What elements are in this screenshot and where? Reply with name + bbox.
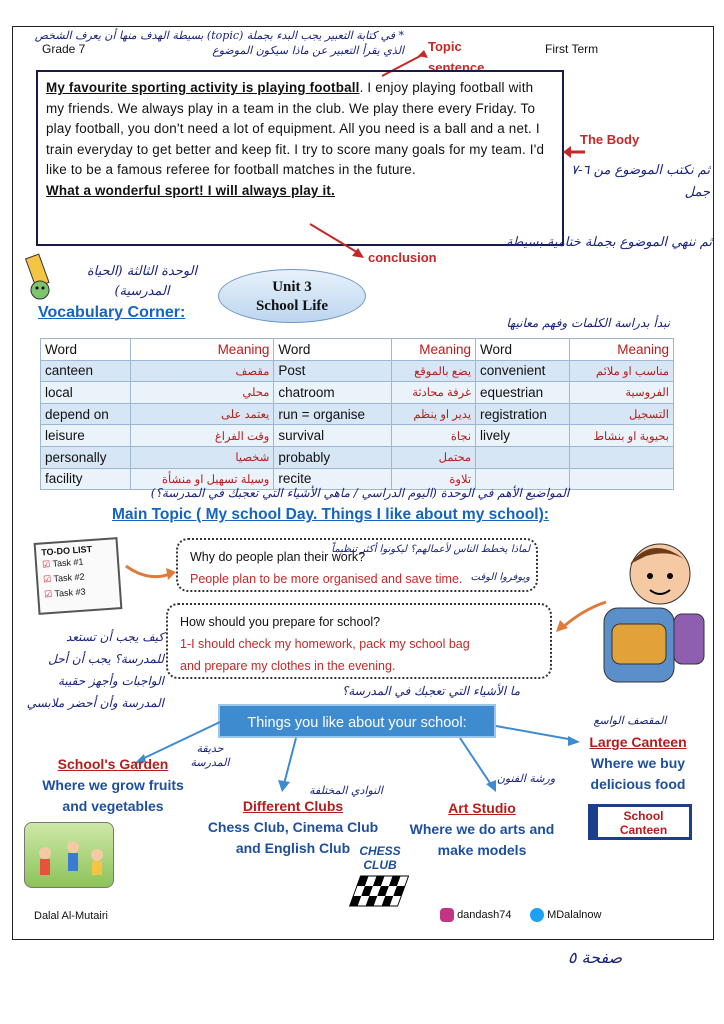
- vocab-word: leisure: [41, 425, 131, 447]
- todo-item: ☑ Task #2: [42, 571, 85, 585]
- vocab-word: local: [41, 382, 131, 404]
- vocabulary-table: [40, 338, 674, 490]
- instagram-icon: [440, 908, 454, 922]
- arrow-to-conclusion: [308, 222, 368, 262]
- vocab-meaning: تلاوة: [392, 468, 476, 490]
- todo-list-illustration: [34, 537, 123, 615]
- vocab-word: facility: [41, 468, 131, 490]
- topic-sentence: My favourite sporting activity is playing football: [46, 80, 360, 95]
- large-canteen-desc-2: delicious food: [590, 776, 686, 792]
- author-name: Dalal Al-Mutairi: [34, 910, 108, 922]
- answer-text: People plan to be more organised and save time.: [190, 572, 463, 586]
- vocab-meaning: يضع بالموقع: [392, 360, 476, 382]
- things-you-like-banner: Things you like about your school:: [218, 704, 496, 738]
- schoolboy-illustration: [594, 534, 710, 690]
- large-canteen-desc-1: Where we buy: [590, 755, 686, 771]
- table-header-row: [41, 339, 674, 361]
- paragraph-body: . I enjoy playing football with my friends. We always play in a team in the club. We play there every Friday. To play football, you don't need a lot of equipment. All you need is a ball and a net. I train everyday to get better and keep fit. I try to score many goals for my team. I'd like to be a famous referee for football matches in the future.: [46, 80, 545, 178]
- table-row: [41, 382, 674, 404]
- todo-item: ☑ Task #3: [43, 586, 86, 600]
- vocab-meaning: محتمل: [392, 446, 476, 468]
- topic-sentence-label: Topic sentence: [428, 39, 485, 75]
- term-label: First Term: [545, 42, 599, 56]
- handwritten-clubs-note: النوادي المختلفة: [309, 784, 383, 797]
- vocab-word: lively: [476, 425, 570, 447]
- handwritten-topics-note: المواضيع الأهم في الوحدة (اليوم الدراسي / ماهي الأشياء التي تعجبك في المدرسة؟): [150, 486, 570, 500]
- vocab-meaning: مقصف: [130, 360, 274, 382]
- vocab-meaning: يدير او ينظم: [392, 403, 476, 425]
- vocab-meaning: نجاة: [392, 425, 476, 447]
- large-canteen-title: Large Canteen: [589, 734, 687, 750]
- answer-text-line1: 1-I should check my homework, pack my school bag: [180, 637, 470, 651]
- todo-title: TO-DO LIST: [40, 543, 93, 558]
- checkbox-checked-icon: ☑: [41, 558, 51, 570]
- vocab-word: chatroom: [274, 382, 392, 404]
- table-row: [41, 360, 674, 382]
- vocab-word: run = organise: [274, 403, 392, 425]
- school-garden-block: [28, 754, 198, 817]
- art-studio-desc-2: make models: [437, 842, 527, 858]
- chess-logo-line1: CHESS: [359, 844, 401, 858]
- grade-label: Grade 7: [42, 42, 86, 56]
- header-word: Word: [476, 339, 570, 361]
- unit-number: Unit 3: [272, 279, 312, 295]
- handwritten-q2-note: كيف يجب أن تستعد للمدرسة؟ يجب أن أحل الواجبات وأجهز حقيبة المدرسة وأن أحضر ملابسي: [26, 630, 164, 710]
- checkbox-checked-icon: ☑: [42, 573, 52, 585]
- table-row: [41, 403, 674, 425]
- handwritten-vocab-note: نبدأ بدراسة الكلمات وفهم معانيها: [506, 316, 670, 330]
- handwritten-things-note: ما الأشياء التي تعجبك في المدرسة؟: [341, 684, 520, 698]
- vocab-word: recite: [274, 468, 392, 490]
- vocab-meaning: بحيوية او بنشاط: [569, 425, 673, 447]
- chess-logo-line2: CLUB: [363, 858, 397, 872]
- header-meaning: Meaning: [130, 339, 274, 361]
- vocab-word: probably: [274, 446, 392, 468]
- question-text: How should you prepare for school?: [180, 615, 381, 629]
- main-topic-heading: Main Topic ( My school Day. Things I like about my school):: [112, 506, 549, 523]
- unit-name: School Life: [255, 298, 329, 314]
- different-clubs-title: Different Clubs: [242, 798, 344, 814]
- handwritten-topic-note: * في كتابة التعبير يجب البدء بجملة (topic) بسيطة الهدف منها أن يعرف الشخص الذي يقرأ التعبير عن ماذا سيكون الموضوع: [34, 29, 404, 57]
- header-word: Word: [274, 339, 392, 361]
- vocab-word: canteen: [41, 360, 131, 382]
- vocab-word: survival: [274, 425, 392, 447]
- art-studio-block: [394, 798, 570, 861]
- handwritten-canteen-note: المقصف الواسع: [593, 714, 667, 727]
- children-gardening-icon: [25, 823, 115, 889]
- twitter-icon: [530, 908, 544, 922]
- large-canteen-block: [578, 732, 698, 795]
- vocabulary-corner-title: Vocabulary Corner:: [38, 304, 186, 321]
- handwritten-garden-note: حديقة المدرسة: [190, 742, 230, 769]
- vocab-meaning: مناسب او ملائم: [569, 360, 673, 382]
- vocab-meaning: غرفة محادثة: [392, 382, 476, 404]
- vocab-word: depend on: [41, 403, 131, 425]
- vocab-meaning: التسجيل: [569, 403, 673, 425]
- table-row: [41, 425, 674, 447]
- question-text: Why do people plan their work?: [190, 550, 366, 564]
- header-meaning: Meaning: [392, 339, 476, 361]
- vocab-meaning: يعتمد على: [130, 403, 274, 425]
- pencil-mascot-icon: [16, 250, 62, 304]
- header-meaning: Meaning: [569, 339, 673, 361]
- garden-picture: [24, 822, 114, 888]
- unit-title-oval: [218, 269, 366, 323]
- vocab-word: [476, 446, 570, 468]
- vocab-word: equestrian: [476, 382, 570, 404]
- handwritten-art-note: ورشة الفنون: [496, 772, 556, 785]
- todo-item: ☑ Task #1: [41, 556, 84, 570]
- school-garden-title: School's Garden: [57, 756, 169, 772]
- chess-club-logo: [348, 844, 412, 912]
- handwritten-unit-note: الوحدة الثالثة (الحياة المدرسية): [86, 264, 198, 299]
- vocab-word: registration: [476, 403, 570, 425]
- handwritten-body-note: ثم نكتب الموضوع من ٦-٧ جمل: [571, 163, 710, 200]
- canteen-sign-line1: School: [623, 809, 664, 823]
- vocab-word: Post: [274, 360, 392, 382]
- different-clubs-desc-1: Chess Club, Cinema Club: [207, 819, 379, 835]
- school-garden-desc-2: and vegetables: [62, 798, 164, 814]
- header-word: Word: [41, 339, 131, 361]
- vocab-meaning: الفروسية: [569, 382, 673, 404]
- the-body-label: The Body: [580, 132, 640, 147]
- question-box-prepare-school: [166, 603, 552, 679]
- vocab-meaning: وقت الفراغ: [130, 425, 274, 447]
- arrow-to-q1: [124, 560, 178, 584]
- vocab-word: convenient: [476, 360, 570, 382]
- handwritten-q1-note: لماذا يخطط الناس لأعمالهم؟ ليكونوا أكثر تنظيماً ويوفروا الوقت: [331, 544, 530, 583]
- sample-paragraph: [36, 70, 564, 246]
- canteen-sign-line2: Canteen: [619, 823, 668, 837]
- concluding-sentence: What a wonderful sport! I will always play it.: [46, 182, 335, 198]
- art-studio-title: Art Studio: [448, 800, 516, 816]
- handwritten-end-note: ثم ننهي الموضوع بجملة ختامية بسيطة: [506, 235, 712, 250]
- handwritten-page-number: صفحة ٥: [567, 948, 623, 967]
- school-garden-desc-1: Where we grow fruits: [42, 777, 184, 793]
- twitter-handle[interactable]: MDalalnow: [530, 908, 601, 922]
- vocab-word: personally: [41, 446, 131, 468]
- school-canteen-sign: [588, 804, 692, 840]
- chessboard-icon: [348, 872, 412, 910]
- vocab-meaning: شخصيا: [130, 446, 274, 468]
- art-studio-desc-1: Where we do arts and: [409, 821, 555, 837]
- vocab-meaning: محلي: [130, 382, 274, 404]
- different-clubs-desc-2: and English Club: [235, 840, 351, 856]
- table-row: [41, 446, 674, 468]
- instagram-handle[interactable]: dandash74: [440, 908, 512, 922]
- vocab-meaning: وسيلة تسهيل او منشأة: [130, 468, 274, 490]
- checkbox-checked-icon: ☑: [43, 588, 53, 600]
- answer-text-line2: and prepare my clothes in the evening.: [180, 659, 396, 673]
- conclusion-label: conclusion: [368, 250, 437, 265]
- vocab-meaning: [569, 446, 673, 468]
